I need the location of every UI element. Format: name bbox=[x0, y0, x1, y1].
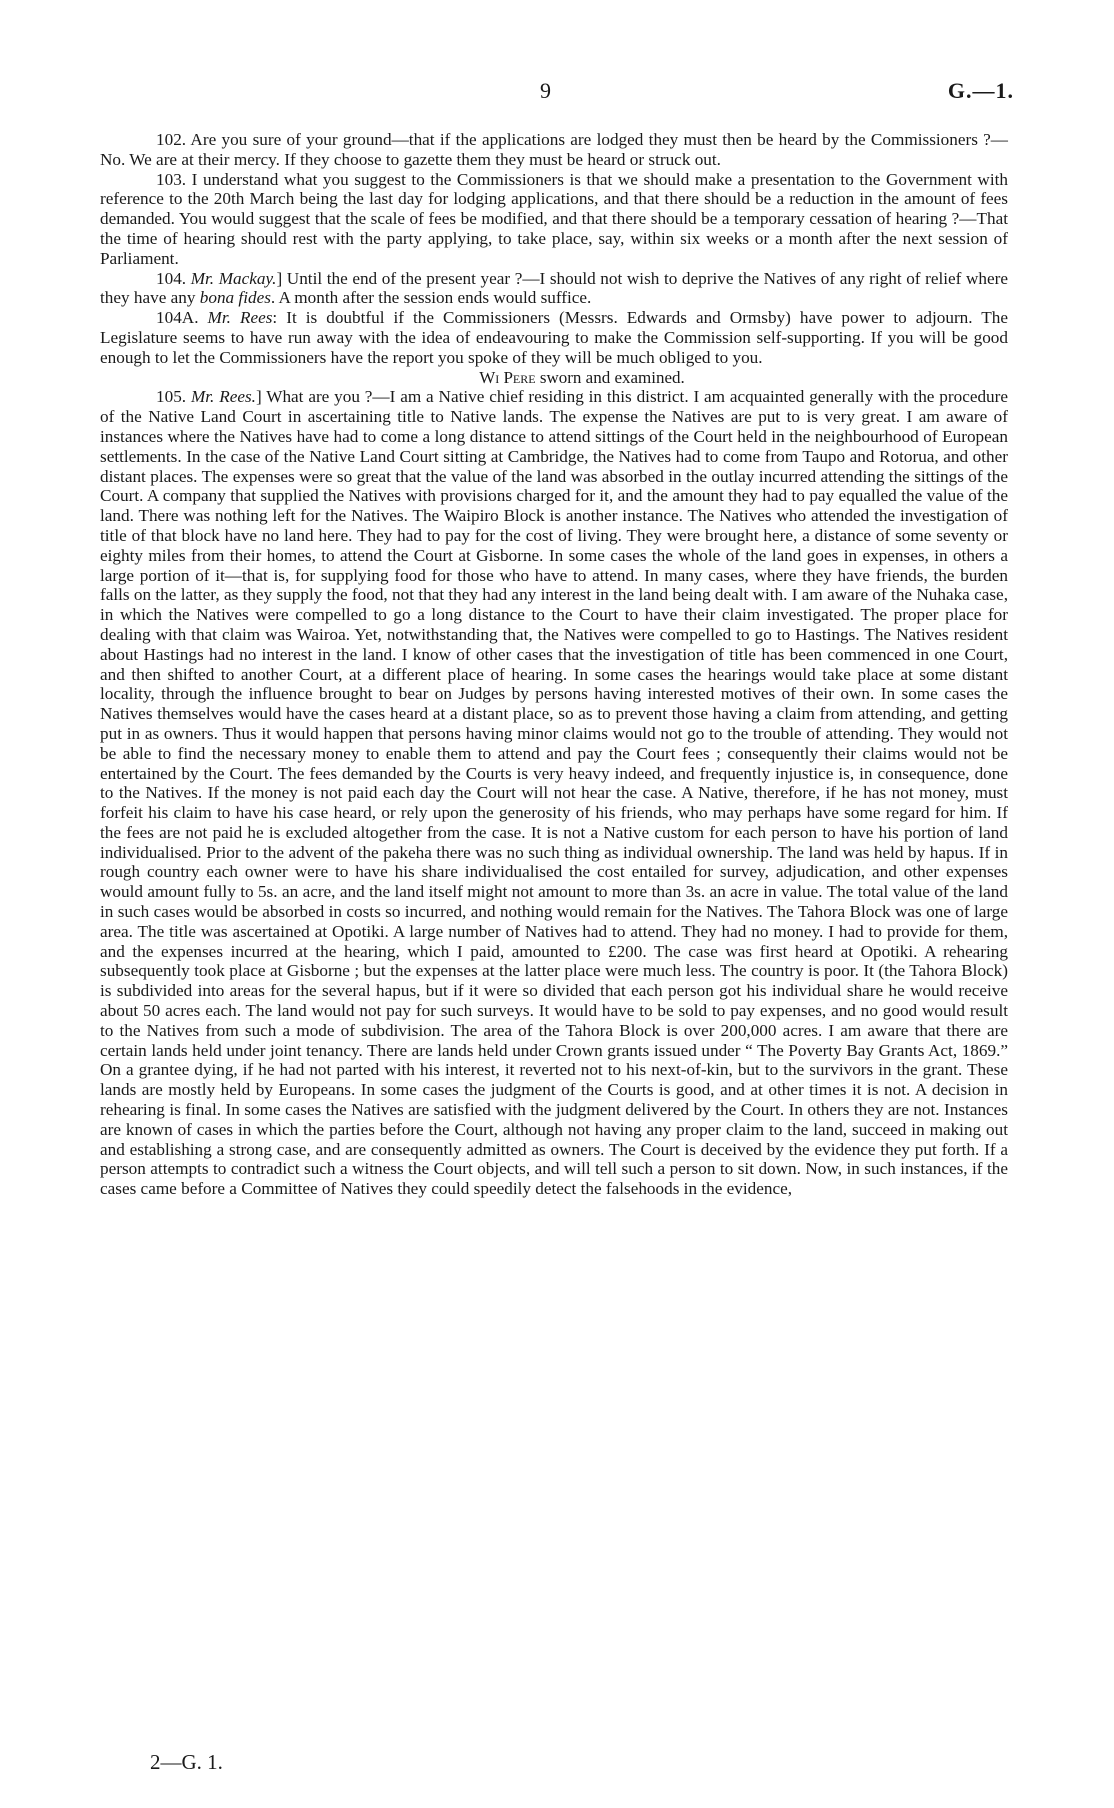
paragraph-number: 105. bbox=[156, 387, 191, 407]
speaker-name: Mr. Rees bbox=[207, 308, 273, 328]
paragraph-text: It is doubtful if the Commissioners (Messrs. Edwards and Ormsby) have power to adjourn. The Legislature seems to have run away with the idea of endeavouring to make the Commission self-supporting. If you will be good enough to let the Commissioners have the report you spoke of they will be much obliged to you. bbox=[100, 308, 1009, 367]
page-number: 9 bbox=[540, 78, 551, 103]
speaker-close: : bbox=[272, 308, 287, 328]
paragraph-number: 104A. bbox=[156, 308, 208, 328]
speaker-name: Mr. Mackay. bbox=[190, 268, 277, 288]
speaker-close: ] bbox=[255, 387, 267, 407]
paragraph-104 bbox=[100, 269, 1008, 309]
page-header bbox=[0, 78, 1114, 108]
italic-phrase: bona fides bbox=[199, 288, 271, 308]
witness-name: Wi Pere bbox=[479, 367, 536, 387]
section-heading bbox=[100, 368, 1008, 388]
page-body bbox=[100, 130, 1008, 1199]
paragraph-105 bbox=[100, 387, 1008, 1199]
heading-rest: sworn and examined. bbox=[535, 367, 685, 387]
page-footer-signature: 2—G. 1. bbox=[150, 1750, 223, 1774]
speaker-close: ] bbox=[276, 268, 287, 288]
series-code: G.—1. bbox=[947, 78, 1014, 103]
paragraph-number: 104. bbox=[156, 268, 191, 288]
paragraph-104a bbox=[100, 308, 1008, 367]
paragraph-102: 102. Are you sure of your ground—that if the applications are lodged they must then be heard by the Commissioners ?—No. We are at their mercy. If they choose to gazette them they must be heard or struck out. bbox=[100, 130, 1008, 169]
paragraph-103: 103. I understand what you suggest to the Commissioners is that we should make a presentation to the Government with reference to the 20th March being the last day for lodging applications, and that there should be a reduction in the amount of fees demanded. You would suggest that the scale of fees be modified, and that there should be a temporary cessation of hearing ?—That the time of hearing should rest with the party applying, to take place, say, within six weeks or a month after the next session of Parliament. bbox=[100, 169, 1008, 268]
paragraph-text-end: . A month after the session ends would suffice. bbox=[270, 288, 592, 308]
paragraph-text: What are you ?—I am a Native chief residing in this district. I am acquainted generally with the procedure of the Native Land Court in ascertaining title to Native lands. The expense the Natives are put to is very great. I am aware of instances where the Natives have had to come a long distance to attend sittings of the Court held in the neighbourhood of European settlements. In the case of the Native Land Court sitting at Cambridge, the Natives had to come from Taupo and Rotorua, and other distant places. The expenses were so great that the value of the land was absorbed in the outlay incurred attending the sittings of the Court. A company that supplied the Natives with provisions charged for it, and the amount they had to pay equalled the value of the land. There was nothing left for the Natives. The Waipiro Block is another instance. The Natives who attended the investigation of title of that block have no land here. They had to pay for the cost of living. They were brought here, a distance of some seventy or eighty miles from their homes, to attend the Court at Gisborne. In some cases the whole of the land goes in expenses, in others a large portion of it—that is, for supplying food for those who have to attend. In many cases, where they have friends, the burden falls on the latter, as they supply the food, not that they had any interest in the land being dealt with. I am aware of the Nuhaka case, in which the Natives were compelled to go a long distance to the Court to have their claim investigated. The proper place for dealing with that claim was Wairoa. Yet, notwithstanding that, the Natives were compelled to go to Hastings. The Natives resident about Hastings had no interest in the land. I know of other cases that the investigation of title has been commenced in one Court, and then shifted to another Court, at a different place of hearing. In some cases the hearings would take place at some distant locality, through the influence brought to bear on Judges by persons having interested motives of their own. In some cases the Natives themselves would have the cases heard at a distant place, so as to prevent those having a claim from attending, and getting put in as owners. Thus it would happen that persons having minor claims would not go to the trouble of attending. They would not be able to find the necessary money to enable them to attend and pay the Court fees ; consequently their claims would not be entertained by the Court. The fees demanded by the Courts is very heavy indeed, and frequently injustice is, in consequence, done to the Natives. If the money is not paid each day the Court will not hear the case. A Native, therefore, if he has not money, must forfeit his claim to have his case heard, or rely upon the generosity of his friends, who may perhaps have some regard for him. If the fees are not paid he is excluded altogether from the case. It is not a Native custom for each person to have his portion of land individualised. Prior to the advent of the pakeha there was no such thing as individual ownership. The land was held by hapus. If in rough country each owner were to have his share individualised the cost entailed for survey, adjudication, and other expenses would amount fully to 5s. an acre, and the land itself might not amount to more than 3s. an acre in value. The total value of the land in such cases would be absorbed in costs so incurred, and nothing would remain for the Natives. The Tahora Block was one of large area. The title was ascertained at Opotiki. A large number of Natives had to attend. They had no money. I had to provide for them, and the expenses incurred at the hearing, which I paid, amounted to £200. The case was first heard at Opotiki. A rehearing subsequently took place at Gisborne ; but the expenses at the latter place were much less. The country is poor. It (the Tahora Block) is subdivided into areas for the several hapus, but if it were so divided that each person got his individual share he would receive about 50 acres each. The land would not pay for such surveys. It would have to be sold to pay expenses, and no good would result to the Natives from such a mode of subdivision. The area of the Tahora Block is over 200,000 acres. I am aware that there are certain lands held under joint tenancy. There are lands held under Crown grants issued under “ The Poverty Bay Grants Act, 1869.” On a grantee dying, if he had not parted with his interest, it reverted not to his next-of-kin, but to the survivors in the grant. These lands are mostly held by Europeans. In some cases the judgment of the Courts is good, and at other times it is not. A decision in rehearing is final. In some cases the Natives are satisfied with the judgment delivered by the Court. In others they are not. Instances are known of cases in which the parties before the Court, although not having any proper claim to the land, succeed in making out and establishing a strong case, and are consequently admitted as owners. The Court is deceived by the evidence they put forth. If a person attempts to contradict such a witness the Court objects, and will tell such a person to sit down. Now, in such instances, if the cases came before a Committee of Natives they could speedily detect the falsehoods in the evidence, bbox=[100, 387, 1008, 1199]
speaker-name: Mr. Rees. bbox=[190, 387, 256, 407]
paragraph-text: Until the end of the present year ?—I should not wish to deprive the Natives of any right of relief where they have any bbox=[100, 268, 1008, 308]
